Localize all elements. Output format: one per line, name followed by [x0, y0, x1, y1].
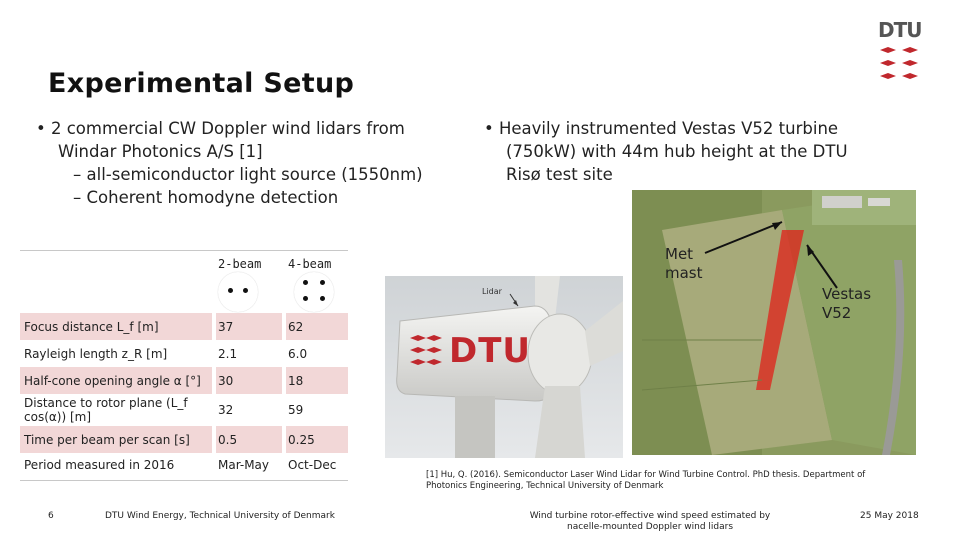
row-value-2beam: 32: [218, 403, 234, 417]
row-value-4beam: 59: [288, 403, 304, 417]
table-row: [20, 340, 348, 367]
four-beam-diagram: [294, 272, 334, 312]
slide-title: Experimental Setup: [48, 68, 355, 99]
header-cell: [20, 254, 212, 274]
dtu-logo-mark: [878, 46, 920, 80]
sub-bullet-item: – Coherent homodyne detection: [73, 188, 339, 207]
citation-footnote: [1] Hu, Q. (2016). Semiconductor Laser Wind Lidar for Wind Turbine Control. PhD thesis. Department of Photonics Engineering, Technical University of Denmark: [426, 470, 866, 491]
row-value-2beam: 37: [216, 313, 282, 340]
footer-date: 25 May 2018: [860, 511, 919, 521]
row-label: Focus distance L_f [m]: [20, 313, 212, 340]
beam-dot: [243, 288, 248, 293]
sub-bullet-text: Coherent homodyne detection: [86, 188, 339, 207]
row-value-2beam: Mar-May: [218, 458, 270, 472]
table-row: [20, 394, 348, 426]
row-value-4beam: Oct-Dec: [288, 458, 337, 472]
beam-dot: [320, 296, 325, 301]
row-label: Time per beam per scan [s]: [20, 426, 212, 453]
right-bullet-list: [478, 117, 878, 186]
page-number: 6: [48, 511, 54, 521]
beam-dot: [320, 280, 325, 285]
photo-logo-text: DTU: [449, 331, 532, 371]
dtu-logo-text: DTU: [878, 18, 922, 42]
sub-bullet-item: – all-semiconductor light source (1550nm): [73, 165, 423, 184]
bullet-text: 2 commercial CW Doppler wind lidars from Windar Photonics A/S [1]: [50, 119, 405, 161]
footer-organization: DTU Wind Energy, Technical University of Denmark: [105, 511, 335, 521]
table-row: [20, 313, 348, 340]
table-row: [20, 367, 348, 394]
table-divider: [20, 480, 348, 481]
met-mast-label: Met mast: [665, 245, 703, 282]
beam-dot: [303, 280, 308, 285]
table-header-row: [20, 254, 348, 274]
lidar-label: Lidar: [482, 287, 502, 296]
two-beam-diagram: [218, 272, 258, 312]
vestas-label: Vestas V52: [822, 285, 872, 322]
table-divider: [20, 250, 348, 251]
header-cell: 4-beam: [288, 257, 332, 271]
bullet-text: Heavily instrumented Vestas V52 turbine (750kW) with 44m hub height at the DTU Risø test site: [498, 119, 848, 184]
row-value-4beam: 6.0: [288, 346, 308, 361]
row-value-2beam: 2.1: [218, 346, 238, 361]
row-label: Period measured in 2016: [24, 458, 175, 472]
row-value-2beam: 30: [216, 367, 282, 394]
row-label: Distance to rotor plane (L_f cos(α)) [m]: [24, 396, 188, 424]
table-row: [20, 426, 348, 453]
beam-dot: [303, 296, 308, 301]
bullet-item: • 2 commercial CW Doppler wind lidars from Windar Photonics A/S [1]: [36, 119, 405, 161]
sub-bullet-text: all-semiconductor light source (1550nm): [86, 165, 423, 184]
row-value-4beam: 18: [286, 367, 348, 394]
dtu-logo: [878, 18, 920, 80]
turbine-nacelle-photo: [385, 276, 623, 458]
row-label: Half-cone opening angle α [°]: [20, 367, 212, 394]
aerial-site-photo: [632, 190, 916, 455]
left-bullet-list: [30, 117, 425, 209]
row-label: Rayleigh length z_R [m]: [24, 346, 168, 361]
header-cell: 2-beam: [218, 257, 262, 271]
row-value-2beam: 0.5: [216, 426, 282, 453]
beam-dot: [228, 288, 233, 293]
row-value-4beam: 0.25: [286, 426, 348, 453]
table-row: [20, 453, 348, 477]
row-value-4beam: 62: [286, 313, 348, 340]
bullet-item: • Heavily instrumented Vestas V52 turbine (750kW) with 44m hub height at the DTU Risø test site: [484, 119, 848, 184]
footer-caption: Wind turbine rotor-effective wind speed estimated by nacelle-mounted Doppler wind lidars: [529, 511, 771, 532]
